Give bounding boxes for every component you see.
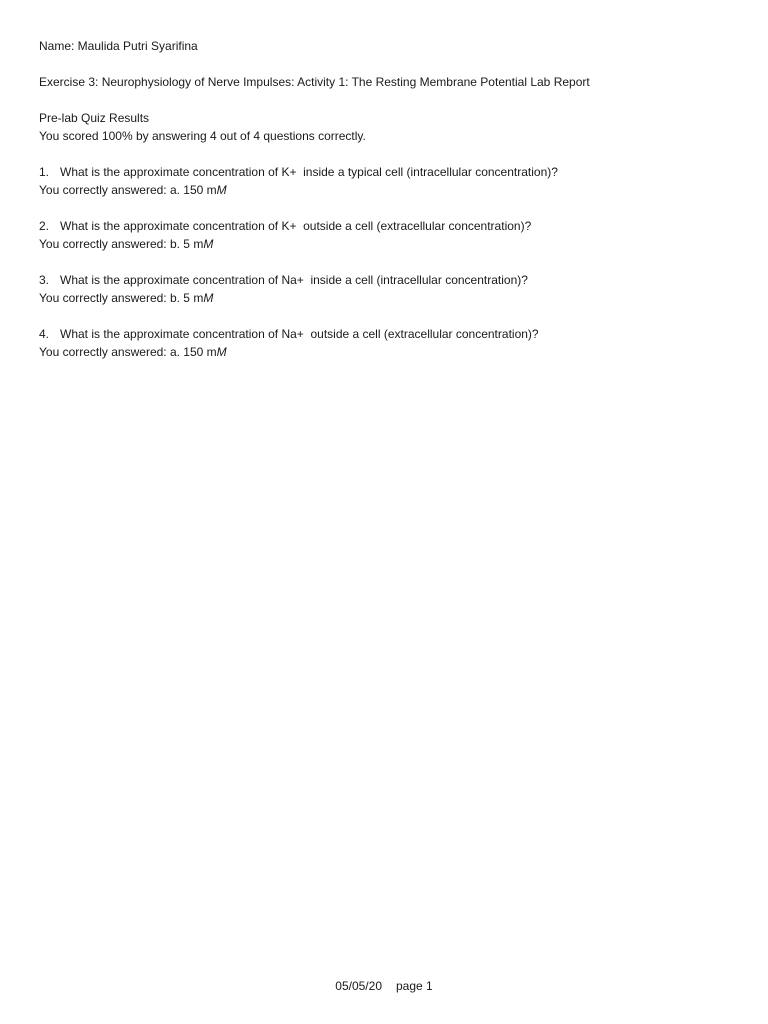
student-name: Name: Maulida Putri Syarifina — [39, 39, 198, 53]
question-body: What is the approximate concentration of Na+ inside a cell (intracellular concentration)? — [60, 273, 528, 287]
answer-prefix: You correctly answered: — [39, 345, 170, 359]
question-number: 1. — [39, 165, 50, 179]
spacer — [39, 307, 739, 325]
answer-value: b. 5 m — [169, 237, 204, 251]
quiz-score: You scored 100% by answering 4 out of 4 questions correctly. — [39, 129, 366, 143]
quiz-section-title: Pre-lab Quiz Results — [39, 111, 150, 125]
question-body: What is the approximate concentration of K+ outside a cell (extracellular concentration)? — [60, 219, 532, 233]
question-2 — [39, 217, 739, 253]
question-number: 4. — [39, 327, 50, 341]
answer-prefix: You correctly answered: — [39, 291, 170, 305]
footer-date: 05/05/20 — [335, 979, 382, 993]
question-number: 2. — [39, 219, 50, 233]
spacer — [39, 145, 739, 163]
question-text — [39, 271, 739, 289]
question-number: 3. — [39, 273, 50, 287]
answer-unit: M — [203, 237, 214, 251]
answer-prefix: You correctly answered: — [39, 183, 170, 197]
report-page — [39, 37, 739, 361]
spacer — [39, 91, 739, 109]
answer-prefix: You correctly answered: — [39, 237, 170, 251]
question-3 — [39, 271, 739, 307]
answer-value: a. 150 m — [169, 345, 217, 359]
spacer — [39, 55, 739, 73]
question-text — [39, 163, 739, 181]
page-footer — [0, 977, 768, 995]
question-text — [39, 217, 739, 235]
spacer — [39, 199, 739, 217]
answer-line — [39, 343, 739, 361]
answer-line — [39, 289, 739, 307]
answer-unit: M — [216, 183, 227, 197]
answer-value: b. 5 m — [169, 291, 204, 305]
question-body: What is the approximate concentration of K+ inside a typical cell (intracellular concentration)? — [60, 165, 558, 179]
question-body: What is the approximate concentration of Na+ outside a cell (extracellular concentration)? — [60, 327, 539, 341]
spacer — [39, 253, 739, 271]
answer-unit: M — [203, 291, 214, 305]
question-1 — [39, 163, 739, 199]
footer-page-number: page 1 — [396, 979, 433, 993]
answer-value: a. 150 m — [169, 183, 217, 197]
question-text — [39, 325, 739, 343]
answer-line — [39, 181, 739, 199]
question-4 — [39, 325, 739, 361]
answer-unit: M — [216, 345, 227, 359]
answer-line — [39, 235, 739, 253]
exercise-title: Exercise 3: Neurophysiology of Nerve Impulses: Activity 1: The Resting Membrane Potential Lab Report — [39, 75, 590, 89]
